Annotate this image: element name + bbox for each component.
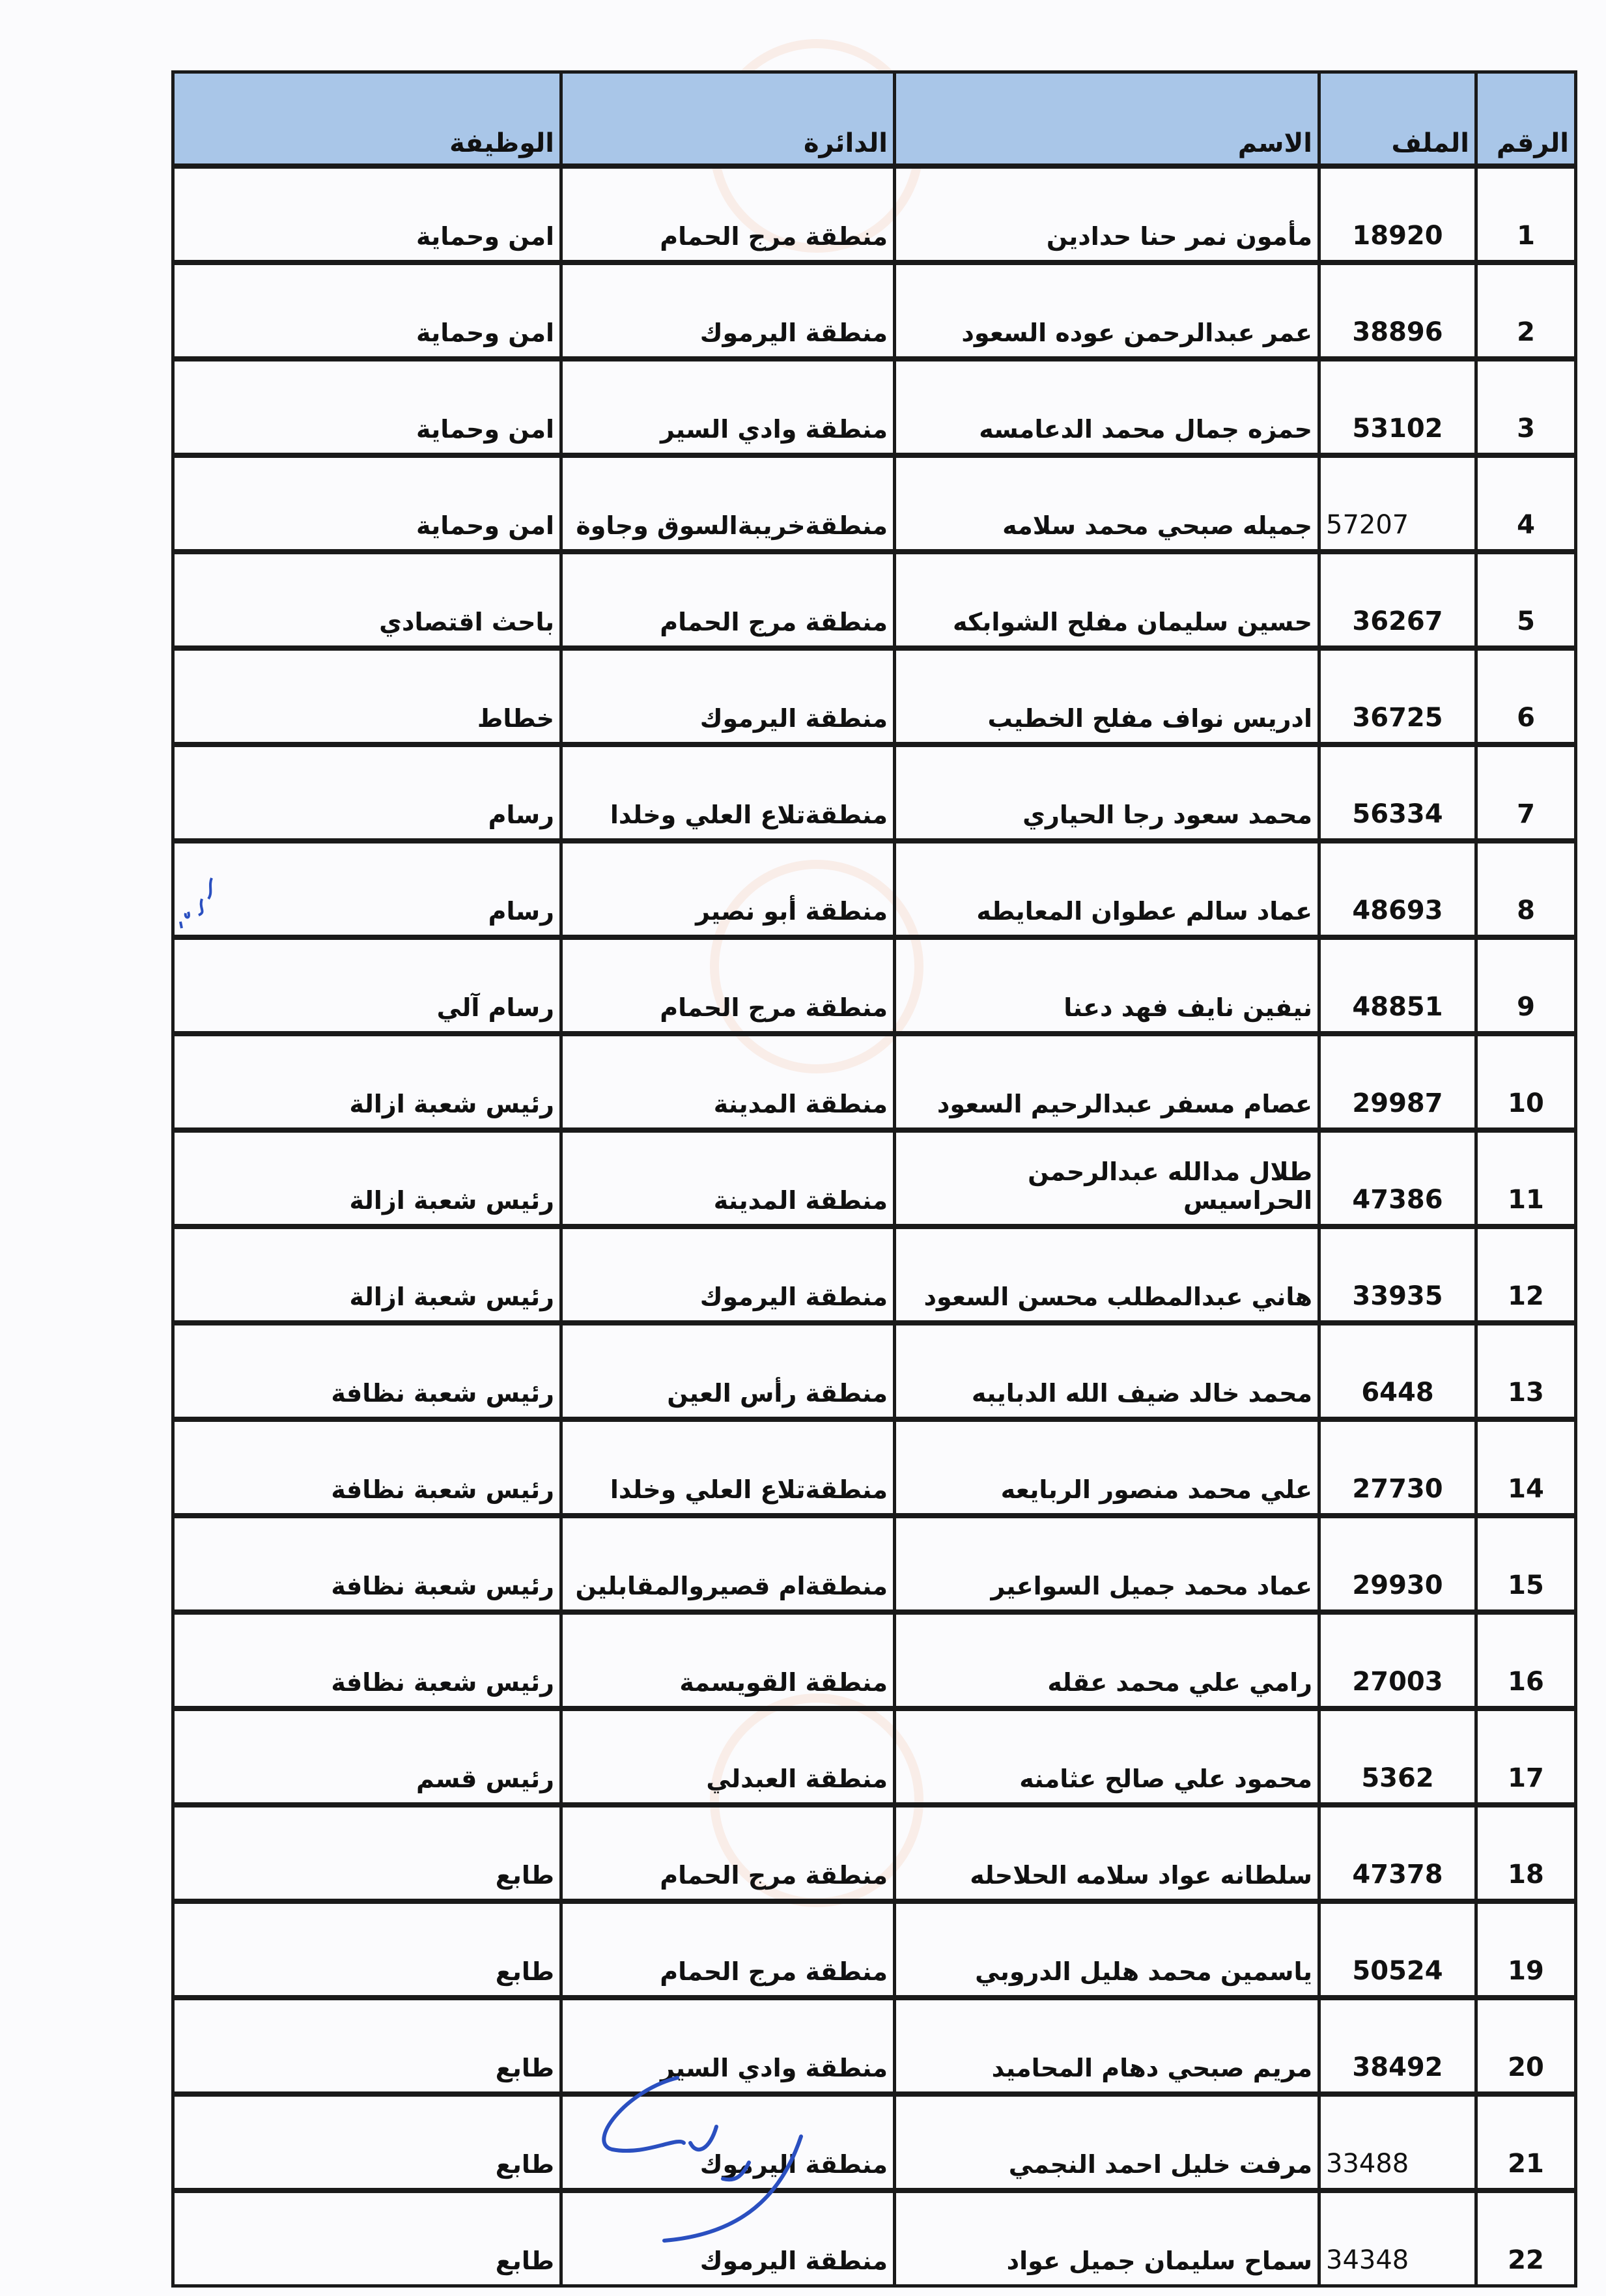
- table-row: [173, 1708, 1576, 1805]
- table-row: [173, 1226, 1576, 1323]
- cell-index: 17: [1476, 1708, 1576, 1805]
- cell-name: علي محمد منصور الربايعه: [895, 1419, 1319, 1516]
- cell-job: خطاط: [173, 648, 561, 744]
- cell-job: طابع: [173, 1901, 561, 1998]
- cell-name: سماح سليمان جميل عواد: [895, 2190, 1319, 2286]
- cell-department: منطقة أبو نصير: [561, 841, 895, 937]
- cell-department: منطقة وادي السير: [561, 1998, 895, 2094]
- cell-department: منطقة مرج الحمام: [561, 1901, 895, 1998]
- cell-department: منطقة اليرموك: [561, 262, 895, 359]
- cell-index: 12: [1476, 1226, 1576, 1323]
- cell-index: 3: [1476, 359, 1576, 455]
- cell-name: محمود علي صالح عثامنه: [895, 1708, 1319, 1805]
- cell-name: سلطانه عواد سلامه الحلاحله: [895, 1805, 1319, 1901]
- cell-file: 29930: [1319, 1516, 1476, 1612]
- cell-department: منطقة المدينة: [561, 1034, 895, 1130]
- cell-index: 9: [1476, 937, 1576, 1034]
- cell-file: 33488: [1319, 2094, 1476, 2190]
- cell-job: طابع: [173, 1805, 561, 1901]
- cell-name: عصام مسفر عبدالرحيم السعود: [895, 1034, 1319, 1130]
- table-row: [173, 2190, 1576, 2286]
- cell-index: 14: [1476, 1419, 1576, 1516]
- cell-file: 18920: [1319, 166, 1476, 262]
- cell-job: رئيس شعبة نظافة: [173, 1419, 561, 1516]
- cell-index: 13: [1476, 1323, 1576, 1419]
- handwritten-note: [173, 873, 231, 931]
- table-row: [173, 1901, 1576, 1998]
- cell-file: 27730: [1319, 1419, 1476, 1516]
- cell-job: رئيس شعبة ازالة: [173, 1226, 561, 1323]
- cell-job: امن وحماية: [173, 262, 561, 359]
- cell-department: منطقة مرج الحمام: [561, 166, 895, 262]
- signature: [586, 2065, 834, 2260]
- cell-file: 47386: [1319, 1130, 1476, 1226]
- cell-file: 38896: [1319, 262, 1476, 359]
- cell-file: 29987: [1319, 1034, 1476, 1130]
- table-row: [173, 1323, 1576, 1419]
- cell-index: 6: [1476, 648, 1576, 744]
- cell-job: امن وحماية: [173, 455, 561, 552]
- cell-file: 27003: [1319, 1612, 1476, 1708]
- cell-index: 5: [1476, 552, 1576, 648]
- cell-index: 16: [1476, 1612, 1576, 1708]
- cell-name: مرفت خليل احمد النجمي: [895, 2094, 1319, 2190]
- cell-index: 4: [1476, 455, 1576, 552]
- cell-name: عماد محمد جميل السواعير: [895, 1516, 1319, 1612]
- cell-department: منطقة اليرموك: [561, 648, 895, 744]
- cell-job: طابع: [173, 2094, 561, 2190]
- cell-name: عماد سالم عطوان المعايطه: [895, 841, 1319, 937]
- cell-index: 18: [1476, 1805, 1576, 1901]
- cell-index: 20: [1476, 1998, 1576, 2094]
- cell-name: حمزه جمال محمد الدعامسه: [895, 359, 1319, 455]
- table-row: [173, 744, 1576, 841]
- cell-job: رئيس شعبة ازالة: [173, 1034, 561, 1130]
- cell-index: 15: [1476, 1516, 1576, 1612]
- cell-file: 48693: [1319, 841, 1476, 937]
- header-job: الوظيفة: [173, 72, 561, 167]
- table-row: [173, 262, 1576, 359]
- table-row: [173, 1516, 1576, 1612]
- table-row: [173, 166, 1576, 262]
- cell-file: 57207: [1319, 455, 1476, 552]
- cell-index: 1: [1476, 166, 1576, 262]
- cell-department: منطقة مرج الحمام: [561, 937, 895, 1034]
- cell-name: مأمون نمر حنا حدادين: [895, 166, 1319, 262]
- cell-name: محمد سعود رجا الحياري: [895, 744, 1319, 841]
- table-row: [173, 552, 1576, 648]
- cell-index: 8: [1476, 841, 1576, 937]
- cell-job: امن وحماية: [173, 166, 561, 262]
- cell-department: منطقة اليرموك: [561, 2190, 895, 2286]
- cell-job: رئيس شعبة نظافة: [173, 1516, 561, 1612]
- cell-file: 50524: [1319, 1901, 1476, 1998]
- table-row: [173, 2094, 1576, 2190]
- cell-name: محمد خالد ضيف الله الدبايبه: [895, 1323, 1319, 1419]
- cell-file: 48851: [1319, 937, 1476, 1034]
- cell-job: رسام: [173, 841, 561, 937]
- cell-department: منطقة مرج الحمام: [561, 1805, 895, 1901]
- cell-job: رئيس قسم: [173, 1708, 561, 1805]
- cell-name: حسين سليمان مفلح الشوابكه: [895, 552, 1319, 648]
- cell-name: ياسمين محمد هليل الدروبي: [895, 1901, 1319, 1998]
- cell-department: منطقة اليرموك: [561, 2094, 895, 2190]
- cell-file: 36725: [1319, 648, 1476, 744]
- table-row: [173, 455, 1576, 552]
- cell-department: منطقةخريبةالسوق وجاوة: [561, 455, 895, 552]
- header-name: الاسم: [895, 72, 1319, 167]
- cell-name: عمر عبدالرحمن عوده السعود: [895, 262, 1319, 359]
- cell-index: 11: [1476, 1130, 1576, 1226]
- cell-index: 19: [1476, 1901, 1576, 1998]
- cell-department: منطقةتلاع العلي وخلدا: [561, 744, 895, 841]
- cell-job: طابع: [173, 1998, 561, 2094]
- header-department: الدائرة: [561, 72, 895, 167]
- cell-index: 10: [1476, 1034, 1576, 1130]
- table-row: [173, 937, 1576, 1034]
- cell-job: امن وحماية: [173, 359, 561, 455]
- cell-job: رسام آلي: [173, 937, 561, 1034]
- cell-department: منطقة اليرموك: [561, 1226, 895, 1323]
- cell-file: 53102: [1319, 359, 1476, 455]
- cell-file: 36267: [1319, 552, 1476, 648]
- cell-department: منطقة المدينة: [561, 1130, 895, 1226]
- table-row: [173, 1612, 1576, 1708]
- cell-name: رامي علي محمد عقله: [895, 1612, 1319, 1708]
- table-row: [173, 1805, 1576, 1901]
- cell-index: 22: [1476, 2190, 1576, 2286]
- cell-name: مريم صبحي دهام المحاميد: [895, 1998, 1319, 2094]
- table-row: [173, 1998, 1576, 2094]
- cell-job: رئيس شعبة نظافة: [173, 1323, 561, 1419]
- cell-job: باحث اقتصادي: [173, 552, 561, 648]
- header-index: الرقم: [1476, 72, 1576, 167]
- cell-file: 56334: [1319, 744, 1476, 841]
- table-row: [173, 1034, 1576, 1130]
- header-file: الملف: [1319, 72, 1476, 167]
- table-row: [173, 841, 1576, 937]
- cell-department: منطقةتلاع العلي وخلدا: [561, 1419, 895, 1516]
- cell-job: طابع: [173, 2190, 561, 2286]
- cell-name: جميله صبحي محمد سلامه: [895, 455, 1319, 552]
- cell-file: 34348: [1319, 2190, 1476, 2286]
- cell-department: منطقة القويسمة: [561, 1612, 895, 1708]
- cell-name: هاني عبدالمطلب محسن السعود: [895, 1226, 1319, 1323]
- cell-department: منطقة مرج الحمام: [561, 552, 895, 648]
- table-row: [173, 1130, 1576, 1226]
- table-row: [173, 1419, 1576, 1516]
- cell-name: ادريس نواف مفلح الخطيب: [895, 648, 1319, 744]
- table-row: [173, 359, 1576, 455]
- cell-file: 33935: [1319, 1226, 1476, 1323]
- cell-file: 38492: [1319, 1998, 1476, 2094]
- cell-index: 7: [1476, 744, 1576, 841]
- cell-department: منطقة رأس العين: [561, 1323, 895, 1419]
- cell-file: 6448: [1319, 1323, 1476, 1419]
- cell-job: رئيس شعبة ازالة: [173, 1130, 561, 1226]
- table-header-row: [173, 72, 1576, 167]
- cell-file: 5362: [1319, 1708, 1476, 1805]
- table-row: [173, 648, 1576, 744]
- cell-job: رئيس شعبة نظافة: [173, 1612, 561, 1708]
- cell-department: منطقةام قصيروالمقابلين: [561, 1516, 895, 1612]
- cell-job: رسام: [173, 744, 561, 841]
- cell-name: طلال مدالله عبدالرحمن الحراسيس: [895, 1130, 1319, 1226]
- employee-table: [171, 70, 1577, 2288]
- cell-index: 21: [1476, 2094, 1576, 2190]
- cell-name: نيفين نايف فهد دعنا: [895, 937, 1319, 1034]
- cell-index: 2: [1476, 262, 1576, 359]
- employee-table-container: [171, 70, 1574, 2288]
- cell-department: منطقة العبدلي: [561, 1708, 895, 1805]
- cell-file: 47378: [1319, 1805, 1476, 1901]
- cell-department: منطقة وادي السير: [561, 359, 895, 455]
